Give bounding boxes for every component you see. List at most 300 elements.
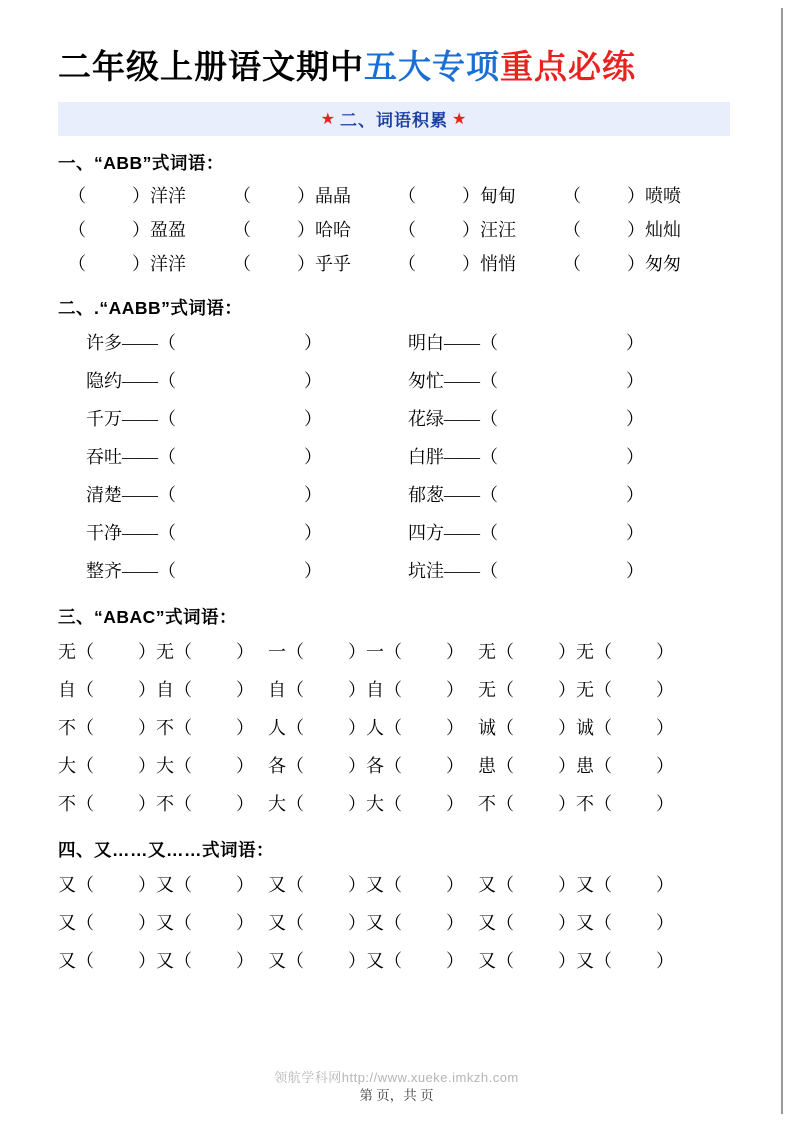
abb-row xyxy=(58,179,730,213)
abb-word: 悄悄 xyxy=(480,253,516,274)
paren-close: ） xyxy=(236,912,254,933)
aabb-item xyxy=(86,476,408,514)
paren-open: （ xyxy=(384,874,402,895)
spacer xyxy=(464,785,478,823)
paren-close: ） xyxy=(138,717,156,738)
paren-close: ） xyxy=(656,679,674,700)
spacer xyxy=(254,671,268,709)
paren-open: （ xyxy=(496,793,514,814)
paren-open: （ xyxy=(480,446,498,467)
dash: —— xyxy=(444,370,480,391)
paren-close: ） xyxy=(236,755,254,776)
dash: —— xyxy=(122,522,158,543)
paren-close: ） xyxy=(138,950,156,971)
abb-item xyxy=(68,179,233,213)
abac-word: 不 xyxy=(58,793,76,814)
abac-item xyxy=(268,747,366,785)
paren-open: （ xyxy=(563,253,581,274)
abac-word: 不 xyxy=(576,793,594,814)
paren-open: （ xyxy=(496,717,514,738)
you-item xyxy=(58,942,156,980)
paren-open: （ xyxy=(174,679,192,700)
aabb-word: 干净 xyxy=(86,522,122,543)
abb-word: 甸甸 xyxy=(480,185,516,206)
page-content xyxy=(58,48,730,980)
paren-close: ） xyxy=(304,484,322,505)
paren-open: （ xyxy=(398,253,416,274)
paren-open: （ xyxy=(594,874,612,895)
paren-open: （ xyxy=(286,717,304,738)
paren-open: （ xyxy=(174,793,192,814)
abac-row xyxy=(58,785,730,823)
aabb-item xyxy=(408,324,730,362)
spacer xyxy=(464,709,478,747)
abb-word: 晶晶 xyxy=(315,185,351,206)
paren-close: ） xyxy=(348,793,366,814)
dash: —— xyxy=(122,560,158,581)
abac-item xyxy=(576,785,674,823)
aabb-row xyxy=(58,324,730,362)
paren-close: ） xyxy=(304,408,322,429)
abac-item xyxy=(58,747,156,785)
abac-item xyxy=(268,785,366,823)
paren-close: ） xyxy=(656,874,674,895)
you-word: 又 xyxy=(366,912,384,933)
aabb-item xyxy=(408,514,730,552)
aabb-item xyxy=(86,438,408,476)
spacer xyxy=(464,671,478,709)
paren-close: ） xyxy=(132,219,150,240)
paren-open: （ xyxy=(174,950,192,971)
paren-open: （ xyxy=(594,717,612,738)
paren-open: （ xyxy=(384,641,402,662)
dash: —— xyxy=(122,370,158,391)
aabb-row xyxy=(58,552,730,590)
paren-open: （ xyxy=(384,912,402,933)
star-left-icon: ★ xyxy=(320,110,336,128)
paren-close: ） xyxy=(558,641,576,662)
you-word: 又 xyxy=(156,912,174,933)
paren-close: ） xyxy=(297,219,315,240)
abac-item xyxy=(576,747,674,785)
paren-open: （ xyxy=(174,717,192,738)
paren-close: ） xyxy=(348,950,366,971)
abb-item xyxy=(563,179,728,213)
you-word: 又 xyxy=(366,950,384,971)
aabb-word: 匆忙 xyxy=(408,370,444,391)
paren-open: （ xyxy=(286,679,304,700)
paren-close: ） xyxy=(297,185,315,206)
paren-close: ） xyxy=(627,219,645,240)
abb-item xyxy=(233,213,398,247)
paren-open: （ xyxy=(76,641,94,662)
abac-item xyxy=(58,709,156,747)
aabb-word: 隐约 xyxy=(86,370,122,391)
paren-open: （ xyxy=(76,755,94,776)
paren-close: ） xyxy=(558,912,576,933)
abac-item xyxy=(268,633,366,671)
you-item xyxy=(478,904,576,942)
abac-item xyxy=(366,709,464,747)
paren-open: （ xyxy=(594,793,612,814)
you-word: 又 xyxy=(268,912,286,933)
you-item xyxy=(268,942,366,980)
paren-open: （ xyxy=(384,950,402,971)
you-item xyxy=(576,904,674,942)
you-word: 又 xyxy=(58,874,76,895)
abb-item xyxy=(398,213,563,247)
abac-word: 大 xyxy=(268,793,286,814)
paren-close: ） xyxy=(138,874,156,895)
paren-open: （ xyxy=(76,874,94,895)
paren-open: （ xyxy=(594,679,612,700)
paren-open: （ xyxy=(286,641,304,662)
paren-close: ） xyxy=(627,185,645,206)
you-row xyxy=(58,904,730,942)
paren-open: （ xyxy=(68,185,86,206)
aabb-word: 吞吐 xyxy=(86,446,122,467)
you-item xyxy=(268,866,366,904)
paren-open: （ xyxy=(233,219,251,240)
abac-item xyxy=(268,671,366,709)
aabb-word: 许多 xyxy=(86,332,122,353)
paren-open: （ xyxy=(286,793,304,814)
abb-item xyxy=(398,247,563,281)
paren-open: （ xyxy=(384,793,402,814)
you-word: 又 xyxy=(576,950,594,971)
abac-item xyxy=(576,671,674,709)
paren-close: ） xyxy=(446,950,464,971)
aabb-word: 白胖 xyxy=(408,446,444,467)
paren-close: ） xyxy=(236,874,254,895)
abac-word: 人 xyxy=(366,717,384,738)
title-part-3: 重点必练 xyxy=(500,48,636,85)
you-item xyxy=(156,866,254,904)
abb-row xyxy=(58,247,730,281)
you-word: 又 xyxy=(268,874,286,895)
you-item xyxy=(58,904,156,942)
spacer xyxy=(254,747,268,785)
paren-close: ） xyxy=(626,446,644,467)
you-item xyxy=(58,866,156,904)
abac-word: 不 xyxy=(156,717,174,738)
paren-close: ） xyxy=(348,679,366,700)
aabb-word: 郁葱 xyxy=(408,484,444,505)
abac-word: 自 xyxy=(366,679,384,700)
paren-close: ） xyxy=(304,560,322,581)
paren-close: ） xyxy=(627,253,645,274)
paren-close: ） xyxy=(656,793,674,814)
paren-close: ） xyxy=(304,370,322,391)
you-item xyxy=(366,904,464,942)
you-item xyxy=(576,942,674,980)
paren-open: （ xyxy=(384,717,402,738)
paren-open: （ xyxy=(286,950,304,971)
abac-item xyxy=(478,671,576,709)
paren-close: ） xyxy=(626,560,644,581)
paren-open: （ xyxy=(158,560,176,581)
you-word: 又 xyxy=(366,874,384,895)
star-right-icon: ★ xyxy=(452,110,468,128)
aabb-item xyxy=(86,552,408,590)
abb-item xyxy=(68,213,233,247)
paren-close: ） xyxy=(138,793,156,814)
abac-word: 无 xyxy=(478,679,496,700)
paren-close: ） xyxy=(304,446,322,467)
paren-close: ） xyxy=(656,755,674,776)
paren-open: （ xyxy=(233,253,251,274)
abac-item xyxy=(156,785,254,823)
paren-open: （ xyxy=(563,219,581,240)
paren-open: （ xyxy=(158,332,176,353)
paren-close: ） xyxy=(656,717,674,738)
spacer xyxy=(464,866,478,904)
abac-item xyxy=(478,785,576,823)
paren-close: ） xyxy=(138,912,156,933)
abac-word: 自 xyxy=(268,679,286,700)
paren-open: （ xyxy=(68,253,86,274)
spacer xyxy=(254,904,268,942)
spacer xyxy=(254,633,268,671)
abb-item xyxy=(563,213,728,247)
spacer xyxy=(464,904,478,942)
paren-open: （ xyxy=(496,679,514,700)
paren-close: ） xyxy=(138,641,156,662)
abac-word: 诚 xyxy=(576,717,594,738)
abac-item xyxy=(366,785,464,823)
aabb-item xyxy=(86,400,408,438)
paren-close: ） xyxy=(558,793,576,814)
paren-open: （ xyxy=(594,755,612,776)
paren-open: （ xyxy=(480,408,498,429)
you-item xyxy=(478,942,576,980)
paren-close: ） xyxy=(236,679,254,700)
paren-open: （ xyxy=(76,793,94,814)
heading-you-you: 四、又……又……式词语： xyxy=(58,839,274,860)
abb-item xyxy=(563,247,728,281)
dash: —— xyxy=(444,332,480,353)
abac-row xyxy=(58,671,730,709)
dash: —— xyxy=(122,332,158,353)
abac-word: 不 xyxy=(156,793,174,814)
watermark-text: 领航学科网http://www.xueke.imkzh.com xyxy=(274,1070,519,1085)
abac-item xyxy=(366,633,464,671)
dash: —— xyxy=(122,446,158,467)
you-word: 又 xyxy=(478,912,496,933)
paren-close: ） xyxy=(132,253,150,274)
paren-open: （ xyxy=(496,874,514,895)
paren-close: ） xyxy=(446,717,464,738)
paren-close: ） xyxy=(446,912,464,933)
aabb-word: 花绿 xyxy=(408,408,444,429)
dash: —— xyxy=(444,560,480,581)
you-word: 又 xyxy=(58,950,76,971)
you-word: 又 xyxy=(268,950,286,971)
abac-word: 大 xyxy=(366,793,384,814)
abac-item xyxy=(156,671,254,709)
paren-open: （ xyxy=(398,185,416,206)
aabb-item xyxy=(408,438,730,476)
paren-close: ） xyxy=(656,641,674,662)
abac-word: 无 xyxy=(576,641,594,662)
paren-open: （ xyxy=(496,950,514,971)
paren-open: （ xyxy=(158,522,176,543)
abac-item xyxy=(478,747,576,785)
you-word: 又 xyxy=(58,912,76,933)
dash: —— xyxy=(122,408,158,429)
paren-close: ） xyxy=(462,253,480,274)
abac-word: 无 xyxy=(478,641,496,662)
you-item xyxy=(576,866,674,904)
you-word: 又 xyxy=(576,912,594,933)
paren-open: （ xyxy=(594,950,612,971)
abac-word: 不 xyxy=(478,793,496,814)
paren-close: ） xyxy=(236,793,254,814)
title-part-1: 二年级上册语文期中 xyxy=(58,48,364,85)
spacer xyxy=(254,709,268,747)
abac-word: 人 xyxy=(268,717,286,738)
abac-word: 自 xyxy=(58,679,76,700)
heading-abb: 一、“ABB”式词语： xyxy=(58,152,224,173)
abac-item xyxy=(478,709,576,747)
abac-item xyxy=(156,633,254,671)
abac-word: 无 xyxy=(576,679,594,700)
abac-word: 各 xyxy=(268,755,286,776)
page-number: 第 页，共 页 xyxy=(359,1088,434,1103)
paren-open: （ xyxy=(480,370,498,391)
you-row xyxy=(58,942,730,980)
paren-close: ） xyxy=(446,679,464,700)
banner-label: 二、词语积累 xyxy=(340,111,448,131)
paren-open: （ xyxy=(174,874,192,895)
paren-open: （ xyxy=(76,679,94,700)
abb-item xyxy=(68,247,233,281)
abb-word: 喷喷 xyxy=(645,185,681,206)
abac-item xyxy=(576,633,674,671)
aabb-row xyxy=(58,514,730,552)
spacer xyxy=(254,866,268,904)
paren-close: ） xyxy=(304,332,322,353)
paren-open: （ xyxy=(384,755,402,776)
abac-item xyxy=(576,709,674,747)
you-item xyxy=(366,866,464,904)
aabb-word: 整齐 xyxy=(86,560,122,581)
abac-item xyxy=(478,633,576,671)
abac-word: 大 xyxy=(156,755,174,776)
paren-close: ） xyxy=(462,219,480,240)
paren-close: ） xyxy=(656,912,674,933)
paren-close: ） xyxy=(626,408,644,429)
you-row xyxy=(58,866,730,904)
paren-open: （ xyxy=(158,370,176,391)
paren-close: ） xyxy=(446,641,464,662)
page-right-rule xyxy=(781,8,783,1114)
paren-close: ） xyxy=(138,679,156,700)
paren-close: ） xyxy=(558,950,576,971)
heading-aabb: 二、.“AABB”式词语： xyxy=(58,297,243,318)
paren-open: （ xyxy=(76,912,94,933)
aabb-word: 清楚 xyxy=(86,484,122,505)
abb-word: 灿灿 xyxy=(645,219,681,240)
abac-word: 一 xyxy=(366,641,384,662)
dash: —— xyxy=(444,408,480,429)
paren-close: ） xyxy=(236,641,254,662)
you-word: 又 xyxy=(156,950,174,971)
aabb-item xyxy=(86,514,408,552)
aabb-item xyxy=(408,476,730,514)
paren-close: ） xyxy=(348,912,366,933)
paren-open: （ xyxy=(496,641,514,662)
paren-open: （ xyxy=(480,484,498,505)
paren-close: ） xyxy=(558,755,576,776)
spacer xyxy=(464,633,478,671)
abac-word: 无 xyxy=(156,641,174,662)
paren-open: （ xyxy=(174,755,192,776)
spacer xyxy=(254,942,268,980)
aabb-word: 四方 xyxy=(408,522,444,543)
paren-open: （ xyxy=(158,484,176,505)
paren-open: （ xyxy=(76,950,94,971)
paren-close: ） xyxy=(446,755,464,776)
abac-word: 不 xyxy=(58,717,76,738)
paren-open: （ xyxy=(496,755,514,776)
paren-close: ） xyxy=(626,484,644,505)
paren-close: ） xyxy=(446,793,464,814)
paren-close: ） xyxy=(558,679,576,700)
paren-open: （ xyxy=(480,522,498,543)
paren-close: ） xyxy=(626,370,644,391)
paren-close: ） xyxy=(138,755,156,776)
abac-item xyxy=(268,709,366,747)
paren-open: （ xyxy=(398,219,416,240)
paren-close: ） xyxy=(132,185,150,206)
abb-item xyxy=(233,247,398,281)
paren-open: （ xyxy=(594,912,612,933)
abac-word: 自 xyxy=(156,679,174,700)
paren-close: ） xyxy=(446,874,464,895)
abb-word: 盈盈 xyxy=(150,219,186,240)
paren-close: ） xyxy=(348,641,366,662)
abb-word: 洋洋 xyxy=(150,185,186,206)
abac-item xyxy=(366,747,464,785)
dash: —— xyxy=(444,484,480,505)
paren-close: ） xyxy=(558,717,576,738)
abac-item xyxy=(58,785,156,823)
paren-close: ） xyxy=(626,522,644,543)
paren-close: ） xyxy=(236,950,254,971)
abac-word: 患 xyxy=(576,755,594,776)
spacer xyxy=(464,747,478,785)
abb-word: 乎乎 xyxy=(315,253,351,274)
paren-open: （ xyxy=(480,560,498,581)
abac-item xyxy=(58,671,156,709)
abac-word: 诚 xyxy=(478,717,496,738)
abac-item xyxy=(366,671,464,709)
paren-close: ） xyxy=(236,717,254,738)
abac-item xyxy=(58,633,156,671)
abb-word: 匆匆 xyxy=(645,253,681,274)
you-word: 又 xyxy=(576,874,594,895)
spacer xyxy=(464,942,478,980)
you-word: 又 xyxy=(156,874,174,895)
abb-row xyxy=(58,213,730,247)
spacer xyxy=(254,785,268,823)
paren-open: （ xyxy=(286,912,304,933)
abac-row xyxy=(58,709,730,747)
paren-close: ） xyxy=(297,253,315,274)
paren-open: （ xyxy=(174,912,192,933)
section-banner xyxy=(58,102,730,136)
